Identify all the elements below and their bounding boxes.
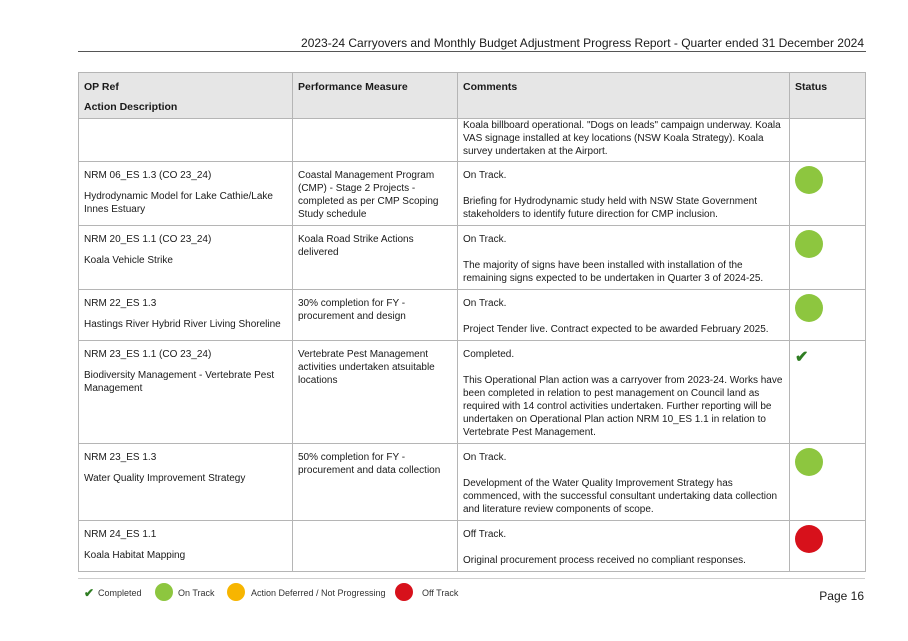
measure-cell — [293, 119, 458, 162]
status-cell — [790, 162, 866, 226]
measure-cell — [293, 290, 458, 341]
op-ref-cell — [79, 162, 293, 226]
column-header-status: Status — [790, 73, 866, 119]
op-ref-cell — [79, 119, 293, 162]
action-description: Koala Habitat Mapping — [84, 550, 186, 561]
measure-cell — [293, 521, 458, 572]
op-ref-cell — [79, 226, 293, 290]
op-ref: NRM 20_ES 1.1 (CO 23_24) — [84, 234, 212, 245]
comment-detail: The majority of signs have been installed with installation of the remaining signs expected to be undertaken in Quarter 3 of 2024-25. — [463, 260, 764, 284]
legend-completed — [78, 583, 148, 601]
comment-status: On Track. — [463, 452, 507, 463]
comment-detail: Original procurement process received no compliant responses. — [463, 555, 746, 566]
op-ref: NRM 06_ES 1.3 (CO 23_24) — [84, 170, 212, 181]
op-ref-cell — [79, 444, 293, 521]
status-cell — [790, 119, 866, 162]
comment-detail: Project Tender live. Contract expected to be awarded February 2025. — [463, 324, 769, 335]
completed-check-icon: ✔ — [84, 586, 95, 600]
comment-status: Off Track. — [463, 529, 507, 540]
table-row — [79, 521, 866, 572]
measure-cell — [293, 162, 458, 226]
comment-detail: Briefing for Hydrodynamic study held with NSW State Government stakeholders to identify future direction for CMP inclusion. — [463, 196, 758, 220]
status-cell — [790, 444, 866, 521]
comment-status: On Track. — [463, 298, 507, 309]
comment-cell — [458, 290, 790, 341]
legend-on-track-label: On Track — [178, 588, 215, 598]
op-ref-cell — [79, 290, 293, 341]
legend-on-track — [155, 583, 225, 601]
performance-measure: 30% completion for FY - procurement and design — [298, 298, 406, 322]
op-ref: NRM 24_ES 1.1 — [84, 529, 157, 540]
column-header-comments: Comments — [458, 73, 790, 119]
table-row — [79, 162, 866, 226]
legend-deferred-label: Action Deferred / Not Progressing — [251, 588, 386, 598]
column-header-performance-measure: Performance Measure — [293, 73, 458, 119]
comment-cell — [458, 226, 790, 290]
op-ref: NRM 23_ES 1.1 (CO 23_24) — [84, 349, 212, 360]
action-description: Hydrodynamic Model for Lake Cathie/Lake Innes Estuary — [84, 191, 273, 215]
completed-check-icon: ✔ — [795, 349, 809, 366]
status-legend — [78, 578, 865, 601]
table-header-row — [79, 73, 866, 119]
on-track-status-icon — [795, 166, 823, 194]
table-row — [79, 444, 866, 521]
measure-cell — [293, 226, 458, 290]
measure-cell — [293, 444, 458, 521]
op-ref: NRM 23_ES 1.3 — [84, 452, 157, 463]
comment-cell — [458, 341, 790, 444]
on-track-dot-icon — [155, 583, 173, 601]
on-track-status-icon — [795, 448, 823, 476]
legend-completed-label: Completed — [98, 588, 142, 598]
action-description: Hastings River Hybrid River Living Shoreline — [84, 319, 281, 330]
legend-off-track — [395, 583, 465, 601]
progress-table — [78, 72, 866, 572]
status-cell — [790, 226, 866, 290]
performance-measure: Koala Road Strike Actions delivered — [298, 234, 414, 258]
off-track-dot-icon — [395, 583, 413, 601]
performance-measure: Vertebrate Pest Management activities undertaken atsuitable locations — [298, 349, 435, 386]
comment-status: On Track. — [463, 170, 507, 181]
on-track-status-icon — [795, 230, 823, 258]
legend-deferred — [227, 583, 392, 601]
comment-cell — [458, 444, 790, 521]
op-ref-header-label: OP Ref — [84, 81, 119, 93]
report-title: 2023-24 Carryovers and Monthly Budget Adjustment Progress Report - Quarter ended 31 December 2024 — [301, 36, 864, 50]
deferred-dot-icon — [227, 583, 245, 601]
page-number: Page 16 — [819, 589, 864, 603]
legend-off-track-label: Off Track — [422, 588, 459, 598]
op-ref-cell — [79, 341, 293, 444]
comment-cell: Koala billboard operational. "Dogs on leads" campaign underway. Koala VAS signage installed at key locations (NSW Koala Strategy). Koala survey undertaken at the Airport. — [458, 119, 790, 162]
table-row — [79, 226, 866, 290]
action-description: Koala Vehicle Strike — [84, 255, 173, 266]
column-header-op-ref — [79, 73, 293, 119]
performance-measure: Coastal Management Program (CMP) - Stage 2 Projects - completed as per CMP Scoping Study schedule — [298, 170, 439, 220]
action-description-header-label: Action Description — [84, 101, 178, 113]
comment-detail: Development of the Water Quality Improvement Strategy has commenced, with the successful consultant undertaking data collection and literature review components of scope. — [463, 478, 778, 515]
action-description: Water Quality Improvement Strategy — [84, 473, 246, 484]
off-track-status-icon — [795, 525, 823, 553]
op-ref: NRM 22_ES 1.3 — [84, 298, 157, 309]
table-row-continuation — [79, 119, 866, 162]
table-row — [79, 341, 866, 444]
status-cell — [790, 521, 866, 572]
comment-cell — [458, 162, 790, 226]
action-description: Biodiversity Management - Vertebrate Pest Management — [84, 370, 275, 394]
status-cell — [790, 290, 866, 341]
comment-status: On Track. — [463, 234, 507, 245]
table-row — [79, 290, 866, 341]
comment-detail: This Operational Plan action was a carryover from 2023-24. Works have been completed in relation to pest management on Council land as required with 14 control activities undertaken. Further reporting will be undertaken on Operational Plan action NRM 10_ES 1.1 in relation to Vertebrate Pest Management. — [463, 375, 783, 438]
header-divider — [78, 51, 866, 52]
comment-cell — [458, 521, 790, 572]
op-ref-cell — [79, 521, 293, 572]
status-cell — [790, 341, 866, 444]
on-track-status-icon — [795, 294, 823, 322]
comment-status: Completed. — [463, 349, 515, 360]
measure-cell — [293, 341, 458, 444]
performance-measure: 50% completion for FY - procurement and data collection — [298, 452, 441, 476]
